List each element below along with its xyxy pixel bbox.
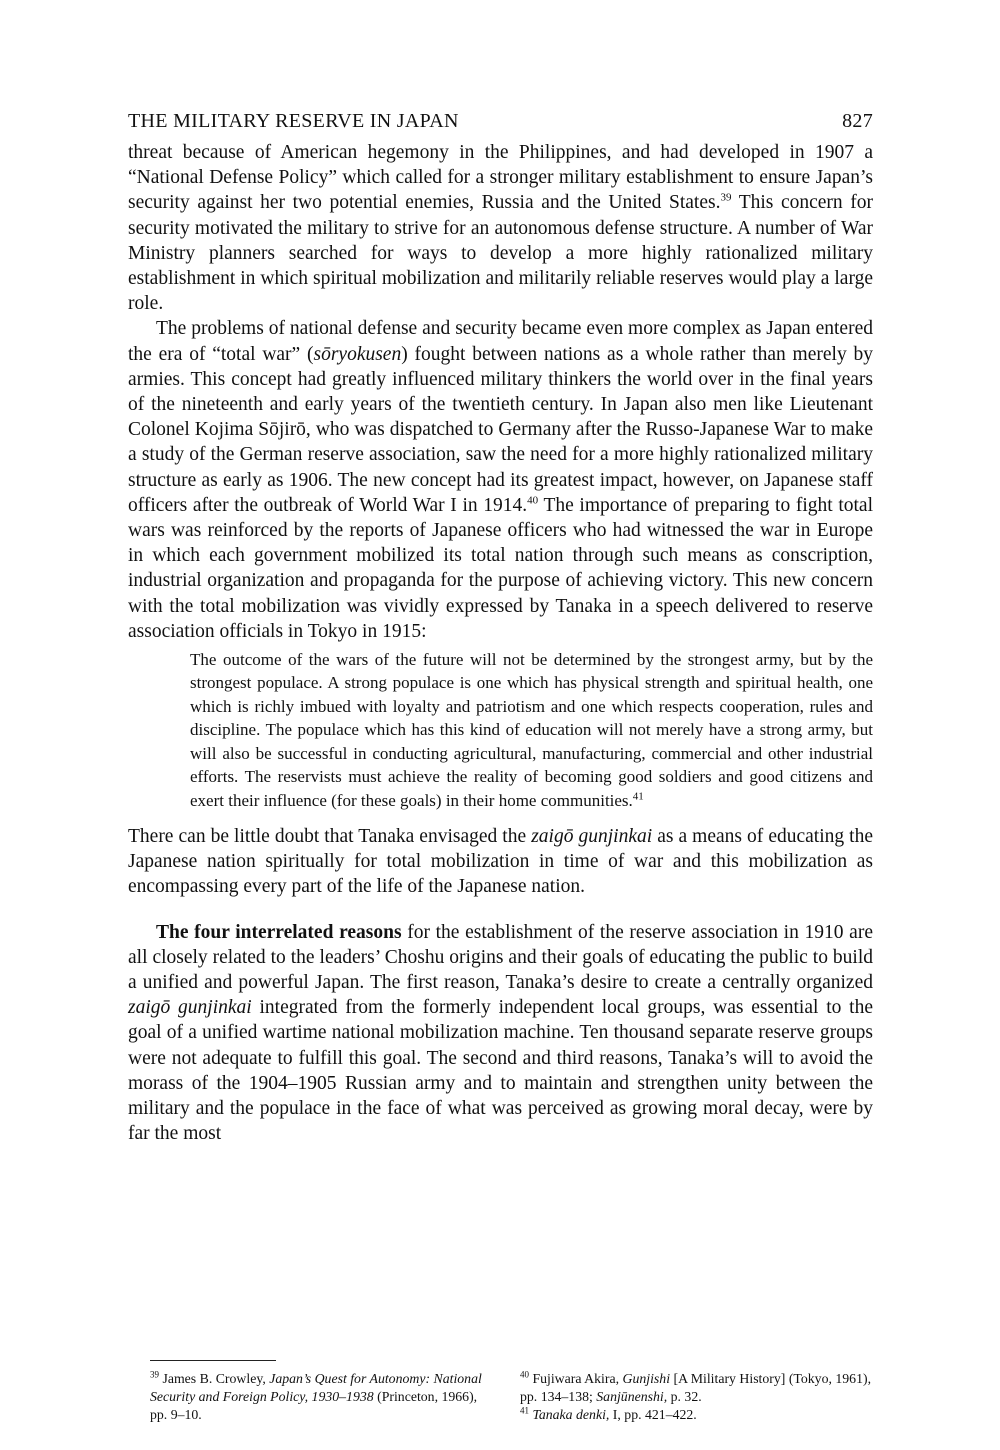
paragraph-3 xyxy=(128,824,873,900)
footnotes xyxy=(150,1370,875,1424)
footnote-39-number: 39 xyxy=(150,1369,159,1380)
paragraph-1-text-b: This concern for security motivated the military to strive for an autonomous defense structure. A number of War Ministry planners searched for ways to develop a more highly rationalized military establishment in which spiritual mobilization and militarily reliable reserves would play a large role. xyxy=(128,192,874,315)
footnote-40-title-1: Gunjishi xyxy=(622,1371,671,1386)
footnote-divider xyxy=(150,1360,276,1361)
paragraph-1-text-a: threat because of American hegemony in the Philippines, and had developed in 1907 a “National Defense Policy” which called for a stronger military establishment to ensure Japan’s security against her two potential enemies, Russia and the United States. xyxy=(128,142,873,214)
running-title: THE MILITARY RESERVE IN JAPAN xyxy=(128,110,459,132)
footnote-40-text-c: p. 32. xyxy=(667,1389,702,1404)
footnote-41-text-a: I, pp. 421–422. xyxy=(609,1407,697,1422)
section-lead-in: The four interrelated reasons xyxy=(156,921,402,943)
footnote-39 xyxy=(150,1370,490,1424)
footnote-41-number: 41 xyxy=(520,1405,529,1416)
footnote-39-text-b: (Princeton, 1966), pp. 9–10. xyxy=(150,1389,478,1422)
footnote-41 xyxy=(520,1406,875,1424)
paragraph-3-text-b: as a means of educating the Japanese nation spiritually for total mobilization in time of war and this mobilization as encompassing every part of the life of the Japanese nation. xyxy=(128,825,873,898)
page-body xyxy=(128,110,873,1146)
footnote-41-title: Tanaka denki, xyxy=(529,1407,610,1422)
footnote-40-number: 40 xyxy=(520,1369,529,1380)
footnote-40 xyxy=(520,1370,875,1406)
paragraph-3-text-a: There can be little doubt that Tanaka envisaged the xyxy=(128,825,532,847)
running-header xyxy=(128,110,873,140)
block-quote-text: The outcome of the wars of the future will not be determined by the strongest army, but by the strongest populace. A strong populace is one which has physical strength and spiritual health, one which is richly imbued with loyalty and patriotism and one which respects cooperation, rules and discipline. The populace which has this kind of education will not merely have a strong army, but will also be successful in conducting agricultural, manufacturing, commercial and other industrial efforts. The reservists must achieve the reality of becoming good soldiers and good citizens and exert their influence (for these goals) in their home communities. xyxy=(190,650,873,810)
paragraph-1 xyxy=(128,140,873,316)
footnote-39-text-a: James B. Crowley, xyxy=(159,1371,270,1386)
footnote-40-title-2: Sanjūnenshi, xyxy=(596,1389,668,1404)
paragraph-2 xyxy=(128,316,873,644)
footnote-40-text-b: [A Military History] (Tokyo, 1961), pp. 134–138; xyxy=(520,1371,872,1404)
footnote-column-left xyxy=(150,1370,490,1424)
term-soryokusen: sōryokusen xyxy=(313,343,402,365)
footnote-column-right xyxy=(520,1370,875,1424)
paragraph-4 xyxy=(128,920,873,1147)
paragraph-4-text-a: for the establishment of the reserve association in 1910 are all closely related to the leaders’ Choshu origins and their goals of educating the public to build a unified and powerful Japan. The first reason, Tanaka’s desire to create a centrally organized xyxy=(128,921,873,993)
block-quote xyxy=(190,648,873,812)
section-break xyxy=(128,900,873,920)
footnote-ref-39[interactable]: 39 xyxy=(720,191,732,204)
footnote-40-text-a: Fujiwara Akira, xyxy=(529,1371,623,1386)
paragraph-2-text-c: The importance of preparing to fight total wars was reinforced by the reports of Japanese officers who had witnessed the war in Europe in which each government mobilized its total nation through such means as conscription, industrial organization and propaganda for the purpose of achieving victory. This new concern with the total mobilization was vividly expressed by Tanaka in a speech delivered to reserve association officials in Tokyo in 1915: xyxy=(128,494,873,642)
footnote-39-title: Japan’s Quest for Autonomy: National Security and Foreign Policy, 1930–1938 xyxy=(150,1371,482,1404)
page-number: 827 xyxy=(842,110,873,132)
paragraph-4-text-b: integrated from the formerly independent local groups, was essential to the goal of a unified wartime national mobilization machine. Ten thousand separate reserve groups were not adequate to fulfill this goal. The second and third reasons, Tanaka’s will to avoid the morass of the 1904–1905 Russian army and to maintain and strengthen unity between the military and the populace in the face of what was perceived as growing moral decay, were by far the most xyxy=(128,997,873,1145)
footnote-ref-41[interactable]: 41 xyxy=(632,789,644,802)
paragraph-2-text-b: ) fought between nations as a whole rather than merely by armies. This concept had greatly influenced military thinkers the world over in the final years of the nineteenth and early years of the twentieth century. In Japan also men like Lieutenant Colonel Kojima Sōjirō, who was dispatched to Germany after the Russo-Japanese War to make a study of the German reserve association, saw the need for a more highly rationalized military structure as early as 1906. The new concept had its greatest impact, however, on Japanese staff officers after the outbreak of World War I in 1914. xyxy=(128,343,873,516)
paragraph-2-text-a: The problems of national defense and security became even more complex as Japan entered the era of “total war” ( xyxy=(128,318,873,365)
term-zaigo-gunjinkai-2: zaigō gunjinkai xyxy=(128,997,252,1019)
footnote-ref-40[interactable]: 40 xyxy=(527,494,539,507)
term-zaigo-gunjinkai: zaigō gunjinkai xyxy=(531,825,653,847)
